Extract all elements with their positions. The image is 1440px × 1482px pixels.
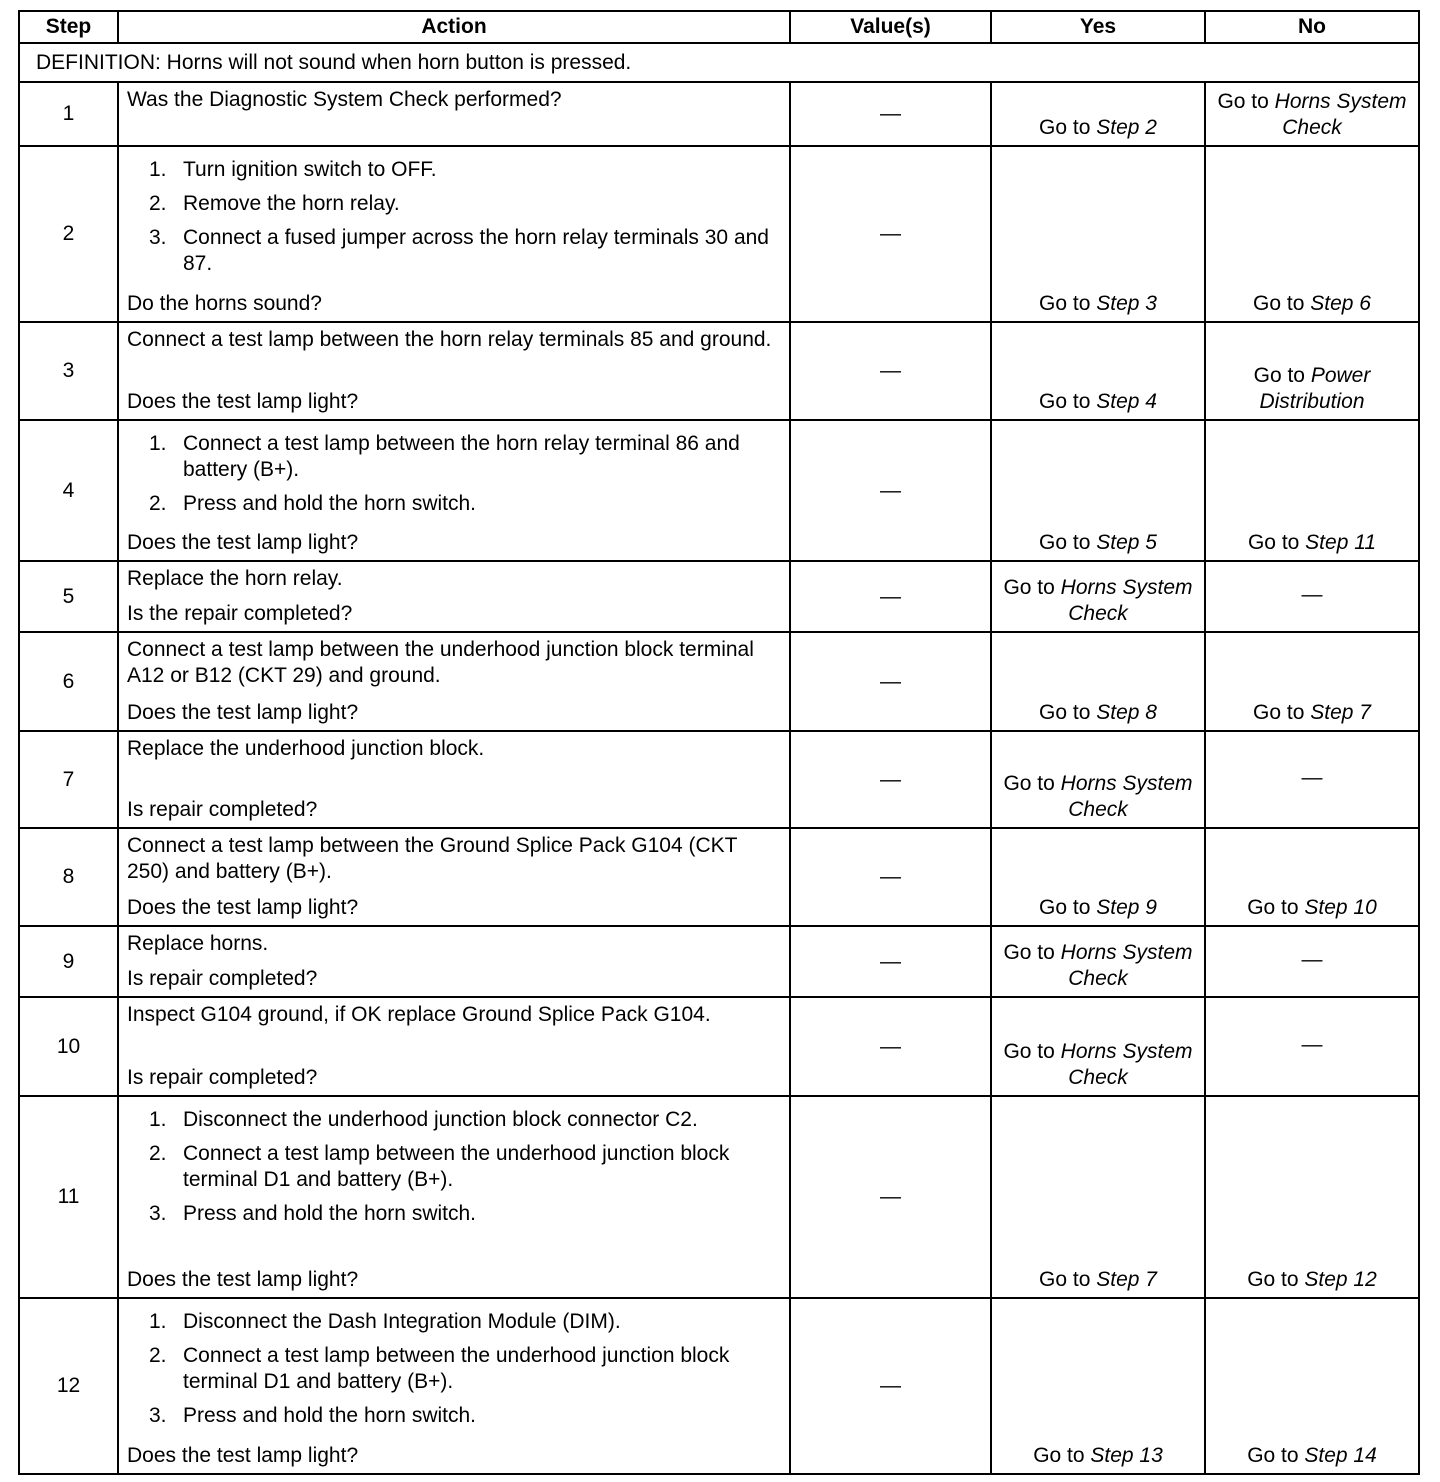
yes-reference-link[interactable]: Horns System Check bbox=[1060, 941, 1193, 990]
yes-cell bbox=[991, 1096, 1205, 1298]
action-question: Does the test lamp light? bbox=[127, 1268, 359, 1291]
action-steps bbox=[127, 1107, 781, 1227]
step-number: 7 bbox=[19, 731, 118, 828]
yes-reference-link[interactable]: Step 9 bbox=[1096, 896, 1157, 919]
action-step bbox=[149, 491, 781, 517]
yes-prefix: Go to bbox=[1039, 896, 1097, 919]
action-cell bbox=[118, 561, 790, 632]
yes-reference-link[interactable]: Step 2 bbox=[1096, 116, 1157, 139]
no-reference-link[interactable]: Power Distribution bbox=[1259, 364, 1371, 413]
value-cell: — bbox=[790, 420, 991, 561]
yes-reference-link[interactable]: Step 4 bbox=[1096, 390, 1157, 413]
action-cell bbox=[118, 1096, 790, 1298]
action-step-text: Disconnect the underhood junction block connector C2. bbox=[183, 1108, 698, 1131]
action-step bbox=[149, 191, 781, 217]
action-question: Does the test lamp light? bbox=[127, 896, 359, 919]
action-steps bbox=[127, 157, 781, 277]
step-number: 8 bbox=[19, 828, 118, 926]
action-text: Was the Diagnostic System Check performed? bbox=[127, 88, 562, 111]
action-question: Is repair completed? bbox=[127, 1066, 318, 1089]
yes-prefix: Go to bbox=[1039, 531, 1097, 554]
action-step-text: Disconnect the Dash Integration Module (DIM). bbox=[183, 1310, 621, 1333]
action-step-number: 3. bbox=[149, 1202, 167, 1225]
value-cell: — bbox=[790, 997, 991, 1096]
yes-prefix: Go to bbox=[1003, 772, 1061, 795]
step-number: 4 bbox=[19, 420, 118, 561]
yes-prefix: Go to bbox=[1003, 576, 1061, 599]
value-cell: — bbox=[790, 632, 991, 731]
action-question: Does the test lamp light? bbox=[127, 1444, 359, 1467]
table-row bbox=[19, 146, 1419, 322]
no-cell bbox=[1205, 1096, 1419, 1298]
action-step-text: Press and hold the horn switch. bbox=[183, 1202, 476, 1225]
definition-row bbox=[19, 43, 1419, 82]
diagnostic-table bbox=[18, 10, 1420, 1475]
step-number: 6 bbox=[19, 632, 118, 731]
action-step-text: Connect a test lamp between the underhood junction block terminal D1 and battery (B+). bbox=[183, 1344, 730, 1393]
action-step bbox=[149, 1403, 781, 1429]
action-question: Do the horns sound? bbox=[127, 292, 322, 315]
yes-prefix: Go to bbox=[1039, 1268, 1097, 1291]
action-step-number: 2. bbox=[149, 492, 167, 515]
action-step-number: 1. bbox=[149, 158, 167, 181]
action-step-number: 1. bbox=[149, 432, 167, 455]
header-yes: Yes bbox=[991, 11, 1205, 43]
action-cell bbox=[118, 926, 790, 997]
action-step-text: Connect a test lamp between the horn relay terminal 86 and battery (B+). bbox=[183, 432, 740, 481]
no-reference-link[interactable]: Step 7 bbox=[1310, 701, 1371, 724]
action-step bbox=[149, 1343, 781, 1395]
no-prefix: Go to bbox=[1253, 292, 1311, 315]
no-reference-link[interactable]: Step 11 bbox=[1305, 531, 1377, 554]
no-reference-link[interactable]: Step 10 bbox=[1304, 896, 1377, 919]
no-reference-link[interactable]: Horns System Check bbox=[1274, 90, 1407, 139]
action-step-text: Connect a test lamp between the underhood junction block terminal D1 and battery (B+). bbox=[183, 1142, 730, 1191]
yes-cell bbox=[991, 146, 1205, 322]
action-text: Connect a test lamp between the underhood junction block terminal A12 or B12 (CKT 29) and ground. bbox=[127, 638, 754, 687]
action-cell bbox=[118, 731, 790, 828]
yes-reference-link[interactable]: Horns System Check bbox=[1060, 772, 1193, 821]
action-step bbox=[149, 225, 781, 277]
action-cell bbox=[118, 632, 790, 731]
action-step-number: 3. bbox=[149, 1404, 167, 1427]
no-prefix: Go to bbox=[1247, 1268, 1305, 1291]
step-number: 12 bbox=[19, 1298, 118, 1474]
action-step-number: 2. bbox=[149, 1142, 167, 1165]
yes-prefix: Go to bbox=[1039, 701, 1097, 724]
yes-reference-link[interactable]: Step 13 bbox=[1090, 1444, 1163, 1467]
no-prefix: — bbox=[1301, 947, 1323, 971]
yes-cell bbox=[991, 731, 1205, 828]
yes-cell bbox=[991, 420, 1205, 561]
value-cell: — bbox=[790, 1096, 991, 1298]
yes-reference-link[interactable]: Horns System Check bbox=[1060, 576, 1193, 625]
no-prefix: — bbox=[1301, 582, 1323, 606]
action-text: Replace the underhood junction block. bbox=[127, 737, 485, 760]
yes-cell bbox=[991, 561, 1205, 632]
action-text: Connect a test lamp between the horn relay terminals 85 and ground. bbox=[127, 328, 772, 351]
header-no: No bbox=[1205, 11, 1419, 43]
no-cell bbox=[1205, 828, 1419, 926]
table-row bbox=[19, 420, 1419, 561]
action-question: Is the repair completed? bbox=[127, 602, 353, 625]
action-step-text: Remove the horn relay. bbox=[183, 192, 400, 215]
no-cell bbox=[1205, 420, 1419, 561]
value-cell: — bbox=[790, 561, 991, 632]
yes-prefix: Go to bbox=[1039, 390, 1097, 413]
no-cell bbox=[1205, 632, 1419, 731]
no-prefix: Go to bbox=[1247, 896, 1305, 919]
value-cell: — bbox=[790, 146, 991, 322]
no-prefix: Go to bbox=[1247, 1444, 1305, 1467]
no-prefix: Go to bbox=[1253, 701, 1311, 724]
step-number: 9 bbox=[19, 926, 118, 997]
action-steps bbox=[127, 431, 781, 517]
no-cell bbox=[1205, 997, 1419, 1096]
table-row bbox=[19, 561, 1419, 632]
yes-cell bbox=[991, 322, 1205, 420]
value-cell: — bbox=[790, 82, 991, 146]
action-step-number: 2. bbox=[149, 192, 167, 215]
no-cell bbox=[1205, 926, 1419, 997]
table-row bbox=[19, 828, 1419, 926]
action-step bbox=[149, 157, 781, 183]
action-question: Does the test lamp light? bbox=[127, 390, 359, 413]
action-question: Is repair completed? bbox=[127, 798, 318, 821]
action-cell bbox=[118, 420, 790, 561]
yes-reference-link[interactable]: Step 8 bbox=[1096, 701, 1157, 724]
action-question: Is repair completed? bbox=[127, 967, 318, 990]
step-number: 5 bbox=[19, 561, 118, 632]
action-cell bbox=[118, 82, 790, 146]
no-cell bbox=[1205, 731, 1419, 828]
table-row bbox=[19, 82, 1419, 146]
table-row bbox=[19, 997, 1419, 1096]
no-cell bbox=[1205, 561, 1419, 632]
yes-prefix: Go to bbox=[1033, 1444, 1091, 1467]
step-number: 10 bbox=[19, 997, 118, 1096]
no-cell bbox=[1205, 146, 1419, 322]
no-prefix: — bbox=[1301, 765, 1323, 789]
action-step bbox=[149, 1107, 781, 1133]
no-reference-link[interactable]: Step 14 bbox=[1304, 1444, 1377, 1467]
no-cell bbox=[1205, 1298, 1419, 1474]
action-text: Inspect G104 ground, if OK replace Ground Splice Pack G104. bbox=[127, 1003, 711, 1026]
no-prefix: Go to bbox=[1253, 364, 1311, 387]
no-prefix: Go to bbox=[1247, 531, 1306, 554]
yes-cell bbox=[991, 632, 1205, 731]
value-cell: — bbox=[790, 926, 991, 997]
step-number: 3 bbox=[19, 322, 118, 420]
step-number: 1 bbox=[19, 82, 118, 146]
header-step: Step bbox=[19, 11, 118, 43]
no-cell bbox=[1205, 82, 1419, 146]
definition-text: DEFINITION: Horns will not sound when horn button is pressed. bbox=[19, 43, 1419, 82]
action-step bbox=[149, 1141, 781, 1193]
table-row bbox=[19, 322, 1419, 420]
yes-prefix: Go to bbox=[1039, 116, 1097, 139]
action-step-number: 1. bbox=[149, 1310, 167, 1333]
action-text: Replace horns. bbox=[127, 932, 269, 955]
action-cell bbox=[118, 322, 790, 420]
yes-cell bbox=[991, 926, 1205, 997]
table-row bbox=[19, 731, 1419, 828]
yes-cell bbox=[991, 82, 1205, 146]
action-step bbox=[149, 1309, 781, 1335]
action-step-text: Press and hold the horn switch. bbox=[183, 1404, 476, 1427]
yes-cell bbox=[991, 997, 1205, 1096]
yes-prefix: Go to bbox=[1039, 292, 1097, 315]
yes-reference-link[interactable]: Step 5 bbox=[1096, 531, 1157, 554]
action-step-number: 3. bbox=[149, 226, 167, 249]
yes-cell bbox=[991, 828, 1205, 926]
yes-reference-link[interactable]: Horns System Check bbox=[1060, 1040, 1193, 1089]
action-step bbox=[149, 431, 781, 483]
action-cell bbox=[118, 1298, 790, 1474]
action-cell bbox=[118, 146, 790, 322]
header-row bbox=[19, 11, 1419, 43]
yes-reference-link[interactable]: Step 7 bbox=[1096, 1268, 1157, 1291]
action-step-text: Turn ignition switch to OFF. bbox=[183, 158, 437, 181]
table-row bbox=[19, 1096, 1419, 1298]
no-prefix: Go to bbox=[1217, 90, 1275, 113]
action-step-number: 2. bbox=[149, 1344, 167, 1367]
action-cell bbox=[118, 997, 790, 1096]
value-cell: — bbox=[790, 1298, 991, 1474]
no-cell bbox=[1205, 322, 1419, 420]
table-row bbox=[19, 632, 1419, 731]
no-prefix: — bbox=[1301, 1032, 1323, 1056]
action-question: Does the test lamp light? bbox=[127, 531, 359, 554]
no-reference-link[interactable]: Step 12 bbox=[1304, 1268, 1377, 1291]
action-step bbox=[149, 1201, 781, 1227]
action-text: Replace the horn relay. bbox=[127, 567, 343, 590]
yes-prefix: Go to bbox=[1003, 941, 1061, 964]
header-action: Action bbox=[118, 11, 790, 43]
action-step-text: Connect a fused jumper across the horn relay terminals 30 and 87. bbox=[183, 226, 769, 275]
value-cell: — bbox=[790, 731, 991, 828]
value-cell: — bbox=[790, 828, 991, 926]
step-number: 11 bbox=[19, 1096, 118, 1298]
table-row bbox=[19, 1298, 1419, 1474]
value-cell: — bbox=[790, 322, 991, 420]
action-text: Connect a test lamp between the Ground Splice Pack G104 (CKT 250) and battery (B+). bbox=[127, 834, 738, 883]
yes-reference-link[interactable]: Step 3 bbox=[1096, 292, 1157, 315]
action-question: Does the test lamp light? bbox=[127, 701, 359, 724]
action-step-text: Press and hold the horn switch. bbox=[183, 492, 476, 515]
action-step-number: 1. bbox=[149, 1108, 167, 1131]
yes-prefix: Go to bbox=[1003, 1040, 1061, 1063]
action-steps bbox=[127, 1309, 781, 1429]
step-number: 2 bbox=[19, 146, 118, 322]
table-row bbox=[19, 926, 1419, 997]
action-cell bbox=[118, 828, 790, 926]
yes-cell bbox=[991, 1298, 1205, 1474]
no-reference-link[interactable]: Step 6 bbox=[1310, 292, 1371, 315]
header-values: Value(s) bbox=[790, 11, 991, 43]
